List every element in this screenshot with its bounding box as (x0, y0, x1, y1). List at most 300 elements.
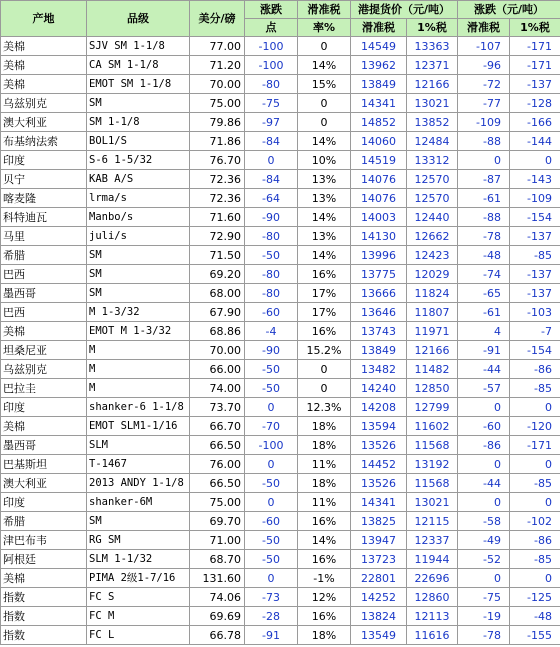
origin-cell: 坦桑尼亚 (1, 341, 87, 360)
change-sliding-cell: -75 (458, 588, 510, 607)
delivery-1pct-cell: 11482 (407, 360, 458, 379)
table-body (1, 37, 560, 645)
grade-cell: lrma/s (87, 189, 190, 208)
delivery-sliding-cell: 13996 (351, 246, 407, 265)
delivery-1pct-cell: 13021 (407, 493, 458, 512)
header-vat-bottom: 率% (298, 19, 351, 37)
price-cell: 75.00 (190, 493, 245, 512)
price-cell: 71.86 (190, 132, 245, 151)
table-row (1, 265, 560, 284)
change-points-cell: -100 (245, 56, 298, 75)
change-sliding-cell: -78 (458, 227, 510, 246)
vat-rate-cell: 0 (298, 379, 351, 398)
change-1pct-cell: -7 (510, 322, 560, 341)
delivery-1pct-cell: 12799 (407, 398, 458, 417)
delivery-sliding-cell: 13482 (351, 360, 407, 379)
origin-cell: 印度 (1, 151, 87, 170)
price-cell: 131.60 (190, 569, 245, 588)
table-row (1, 531, 560, 550)
origin-cell: 墨西哥 (1, 436, 87, 455)
price-cell: 70.00 (190, 75, 245, 94)
change-1pct-cell: -171 (510, 436, 560, 455)
change-sliding-cell: -109 (458, 113, 510, 132)
table-row (1, 56, 560, 75)
change-1pct-cell: 0 (510, 151, 560, 170)
origin-cell: 乌兹别克 (1, 94, 87, 113)
price-cell: 71.00 (190, 531, 245, 550)
delivery-1pct-cell: 12860 (407, 588, 458, 607)
price-cell: 70.00 (190, 341, 245, 360)
table-row (1, 37, 560, 56)
change-1pct-cell: -85 (510, 550, 560, 569)
change-points-cell: -97 (245, 113, 298, 132)
header-vat-top: 滑准税 (298, 1, 351, 19)
change-1pct-cell: 0 (510, 569, 560, 588)
grade-cell: M (87, 341, 190, 360)
vat-rate-cell: 14% (298, 208, 351, 227)
origin-cell: 指数 (1, 588, 87, 607)
grade-cell: PIMA 2级1-7/16 (87, 569, 190, 588)
origin-cell: 澳大利亚 (1, 474, 87, 493)
change-sliding-cell: -86 (458, 436, 510, 455)
change-1pct-cell: -120 (510, 417, 560, 436)
delivery-sliding-cell: 14240 (351, 379, 407, 398)
price-cell: 73.70 (190, 398, 245, 417)
change-sliding-cell: -88 (458, 132, 510, 151)
change-1pct-cell: -137 (510, 75, 560, 94)
header-grade: 品级 (87, 1, 190, 37)
origin-cell: 阿根廷 (1, 550, 87, 569)
delivery-sliding-cell: 14341 (351, 94, 407, 113)
delivery-sliding-cell: 13666 (351, 284, 407, 303)
delivery-1pct-cell: 22696 (407, 569, 458, 588)
change-points-cell: -60 (245, 303, 298, 322)
origin-cell: 美棉 (1, 37, 87, 56)
change-1pct-cell: -143 (510, 170, 560, 189)
grade-cell: RG SM (87, 531, 190, 550)
vat-rate-cell: 10% (298, 151, 351, 170)
change-points-cell: 0 (245, 398, 298, 417)
vat-rate-cell: 13% (298, 170, 351, 189)
delivery-1pct-cell: 11807 (407, 303, 458, 322)
change-sliding-cell: -44 (458, 474, 510, 493)
change-sliding-cell: 0 (458, 151, 510, 170)
change-1pct-cell: 0 (510, 455, 560, 474)
grade-cell: SLM 1-1/32 (87, 550, 190, 569)
origin-cell: 布基纳法索 (1, 132, 87, 151)
change-points-cell: -100 (245, 436, 298, 455)
change-1pct-cell: -102 (510, 512, 560, 531)
price-cell: 68.00 (190, 284, 245, 303)
price-cell: 76.00 (190, 455, 245, 474)
vat-rate-cell: 14% (298, 56, 351, 75)
delivery-1pct-cell: 11568 (407, 436, 458, 455)
grade-cell: M (87, 360, 190, 379)
delivery-sliding-cell: 14549 (351, 37, 407, 56)
delivery-sliding-cell: 13947 (351, 531, 407, 550)
price-cell: 74.00 (190, 379, 245, 398)
table-row (1, 493, 560, 512)
grade-cell: shanker-6 1-1/8 (87, 398, 190, 417)
table-row (1, 303, 560, 322)
change-1pct-cell: -128 (510, 94, 560, 113)
vat-rate-cell: 11% (298, 493, 351, 512)
table-row (1, 474, 560, 493)
origin-cell: 巴拉圭 (1, 379, 87, 398)
vat-rate-cell: 0 (298, 37, 351, 56)
vat-rate-cell: 17% (298, 284, 351, 303)
change-1pct-cell: -85 (510, 379, 560, 398)
change-1pct-cell: -137 (510, 227, 560, 246)
delivery-sliding-cell: 14852 (351, 113, 407, 132)
price-cell: 66.50 (190, 436, 245, 455)
delivery-1pct-cell: 12113 (407, 607, 458, 626)
vat-rate-cell: 13% (298, 189, 351, 208)
delivery-1pct-cell: 12570 (407, 170, 458, 189)
origin-cell: 印度 (1, 398, 87, 417)
delivery-sliding-cell: 13825 (351, 512, 407, 531)
delivery-1pct-cell: 13192 (407, 455, 458, 474)
header-delivery-group: 港提货价（元/吨） (351, 1, 458, 19)
grade-cell: EMOT M 1-3/32 (87, 322, 190, 341)
change-points-cell: -50 (245, 360, 298, 379)
change-1pct-cell: -125 (510, 588, 560, 607)
change-sliding-cell: -87 (458, 170, 510, 189)
origin-cell: 澳大利亚 (1, 113, 87, 132)
change-sliding-cell: -57 (458, 379, 510, 398)
grade-cell: shanker-6M (87, 493, 190, 512)
header-change-group: 涨跌（元/吨） (458, 1, 560, 19)
grade-cell: S-6 1-5/32 (87, 151, 190, 170)
origin-cell: 美棉 (1, 322, 87, 341)
delivery-1pct-cell: 13312 (407, 151, 458, 170)
change-sliding-cell: -96 (458, 56, 510, 75)
origin-cell: 墨西哥 (1, 284, 87, 303)
change-points-cell: -70 (245, 417, 298, 436)
vat-rate-cell: 16% (298, 607, 351, 626)
table-row (1, 398, 560, 417)
origin-cell: 巴西 (1, 265, 87, 284)
grade-cell: EMOT SM 1-1/8 (87, 75, 190, 94)
table-row (1, 455, 560, 474)
change-points-cell: -90 (245, 208, 298, 227)
change-points-cell: -84 (245, 132, 298, 151)
change-points-cell: -90 (245, 341, 298, 360)
change-points-cell: -50 (245, 531, 298, 550)
change-1pct-cell: -137 (510, 265, 560, 284)
vat-rate-cell: 12% (298, 588, 351, 607)
delivery-sliding-cell: 13743 (351, 322, 407, 341)
vat-rate-cell: 16% (298, 265, 351, 284)
vat-rate-cell: 18% (298, 436, 351, 455)
vat-rate-cell: 12.3% (298, 398, 351, 417)
change-1pct-cell: -171 (510, 56, 560, 75)
grade-cell: SM (87, 94, 190, 113)
delivery-sliding-cell: 22801 (351, 569, 407, 588)
change-sliding-cell: -91 (458, 341, 510, 360)
change-points-cell: -60 (245, 512, 298, 531)
grade-cell: FC L (87, 626, 190, 645)
table-row (1, 379, 560, 398)
change-points-cell: -80 (245, 227, 298, 246)
table-row (1, 132, 560, 151)
delivery-1pct-cell: 12337 (407, 531, 458, 550)
delivery-1pct-cell: 12570 (407, 189, 458, 208)
delivery-1pct-cell: 12166 (407, 75, 458, 94)
change-sliding-cell: -88 (458, 208, 510, 227)
vat-rate-cell: -1% (298, 569, 351, 588)
table-row (1, 151, 560, 170)
table-row (1, 360, 560, 379)
header-change-pts-top: 涨跌 (245, 1, 298, 19)
change-sliding-cell: -58 (458, 512, 510, 531)
origin-cell: 美棉 (1, 75, 87, 94)
change-sliding-cell: -77 (458, 94, 510, 113)
price-cell: 69.69 (190, 607, 245, 626)
price-cell: 72.90 (190, 227, 245, 246)
grade-cell: KAB A/S (87, 170, 190, 189)
origin-cell: 希腊 (1, 512, 87, 531)
change-1pct-cell: 0 (510, 493, 560, 512)
vat-rate-cell: 14% (298, 531, 351, 550)
price-cell: 68.70 (190, 550, 245, 569)
delivery-1pct-cell: 13021 (407, 94, 458, 113)
table-row (1, 227, 560, 246)
delivery-1pct-cell: 11971 (407, 322, 458, 341)
origin-cell: 印度 (1, 493, 87, 512)
delivery-sliding-cell: 13646 (351, 303, 407, 322)
change-points-cell: -100 (245, 37, 298, 56)
grade-cell: CA SM 1-1/8 (87, 56, 190, 75)
header-origin: 产地 (1, 1, 87, 37)
change-sliding-cell: -72 (458, 75, 510, 94)
change-sliding-cell: -61 (458, 189, 510, 208)
change-points-cell: 0 (245, 455, 298, 474)
table-row (1, 189, 560, 208)
change-points-cell: -50 (245, 474, 298, 493)
change-sliding-cell: 4 (458, 322, 510, 341)
table-row (1, 569, 560, 588)
header-change-sliding: 滑准税 (458, 19, 510, 37)
delivery-1pct-cell: 12029 (407, 265, 458, 284)
delivery-1pct-cell: 12423 (407, 246, 458, 265)
price-cell: 71.50 (190, 246, 245, 265)
delivery-1pct-cell: 12662 (407, 227, 458, 246)
change-points-cell: -64 (245, 189, 298, 208)
origin-cell: 希腊 (1, 246, 87, 265)
price-cell: 66.50 (190, 474, 245, 493)
vat-rate-cell: 15.2% (298, 341, 351, 360)
delivery-sliding-cell: 13723 (351, 550, 407, 569)
table-row (1, 550, 560, 569)
change-1pct-cell: -137 (510, 284, 560, 303)
delivery-sliding-cell: 13849 (351, 75, 407, 94)
table-row (1, 94, 560, 113)
price-cell: 77.00 (190, 37, 245, 56)
grade-cell: M 1-3/32 (87, 303, 190, 322)
delivery-1pct-cell: 12115 (407, 512, 458, 531)
vat-rate-cell: 0 (298, 113, 351, 132)
price-cell: 68.86 (190, 322, 245, 341)
change-1pct-cell: -103 (510, 303, 560, 322)
change-points-cell: -80 (245, 265, 298, 284)
delivery-1pct-cell: 11944 (407, 550, 458, 569)
delivery-sliding-cell: 13526 (351, 436, 407, 455)
table-row (1, 75, 560, 94)
delivery-sliding-cell: 14003 (351, 208, 407, 227)
change-sliding-cell: 0 (458, 569, 510, 588)
change-points-cell: -73 (245, 588, 298, 607)
price-cell: 75.00 (190, 94, 245, 113)
grade-cell: SM (87, 512, 190, 531)
change-points-cell: 0 (245, 151, 298, 170)
delivery-1pct-cell: 13363 (407, 37, 458, 56)
delivery-1pct-cell: 12166 (407, 341, 458, 360)
vat-rate-cell: 15% (298, 75, 351, 94)
header-change-1pct: 1%税 (510, 19, 560, 37)
origin-cell: 喀麦隆 (1, 189, 87, 208)
change-points-cell: 0 (245, 569, 298, 588)
change-points-cell: -91 (245, 626, 298, 645)
delivery-1pct-cell: 12371 (407, 56, 458, 75)
change-1pct-cell: -154 (510, 208, 560, 227)
change-sliding-cell: -60 (458, 417, 510, 436)
price-cell: 71.20 (190, 56, 245, 75)
change-1pct-cell: -48 (510, 607, 560, 626)
delivery-1pct-cell: 11616 (407, 626, 458, 645)
change-1pct-cell: -171 (510, 37, 560, 56)
change-sliding-cell: -78 (458, 626, 510, 645)
delivery-sliding-cell: 13594 (351, 417, 407, 436)
vat-rate-cell: 18% (298, 626, 351, 645)
grade-cell: SM (87, 246, 190, 265)
delivery-1pct-cell: 12484 (407, 132, 458, 151)
origin-cell: 马里 (1, 227, 87, 246)
vat-rate-cell: 17% (298, 303, 351, 322)
change-1pct-cell: -154 (510, 341, 560, 360)
table-row (1, 436, 560, 455)
origin-cell: 巴基斯坦 (1, 455, 87, 474)
origin-cell: 美棉 (1, 417, 87, 436)
change-sliding-cell: -65 (458, 284, 510, 303)
vat-rate-cell: 14% (298, 132, 351, 151)
delivery-sliding-cell: 13849 (351, 341, 407, 360)
price-cell: 71.60 (190, 208, 245, 227)
delivery-sliding-cell: 14060 (351, 132, 407, 151)
delivery-1pct-cell: 11602 (407, 417, 458, 436)
table-row (1, 341, 560, 360)
change-1pct-cell: -144 (510, 132, 560, 151)
header-change-pts-bottom: 点 (245, 19, 298, 37)
delivery-sliding-cell: 13824 (351, 607, 407, 626)
grade-cell: T-1467 (87, 455, 190, 474)
change-points-cell: -75 (245, 94, 298, 113)
table-row (1, 246, 560, 265)
origin-cell: 科特迪瓦 (1, 208, 87, 227)
change-points-cell: -84 (245, 170, 298, 189)
delivery-1pct-cell: 12440 (407, 208, 458, 227)
change-sliding-cell: 0 (458, 493, 510, 512)
delivery-sliding-cell: 14076 (351, 170, 407, 189)
delivery-1pct-cell: 13852 (407, 113, 458, 132)
delivery-sliding-cell: 14519 (351, 151, 407, 170)
change-points-cell: -50 (245, 379, 298, 398)
price-cell: 76.70 (190, 151, 245, 170)
change-sliding-cell: -44 (458, 360, 510, 379)
table-row (1, 284, 560, 303)
vat-rate-cell: 0 (298, 94, 351, 113)
price-cell: 69.70 (190, 512, 245, 531)
change-points-cell: -4 (245, 322, 298, 341)
delivery-1pct-cell: 12850 (407, 379, 458, 398)
table-row (1, 208, 560, 227)
origin-cell: 指数 (1, 607, 87, 626)
vat-rate-cell: 16% (298, 322, 351, 341)
change-1pct-cell: -85 (510, 474, 560, 493)
change-sliding-cell: 0 (458, 398, 510, 417)
change-sliding-cell: -52 (458, 550, 510, 569)
grade-cell: SJV SM 1-1/8 (87, 37, 190, 56)
table-row (1, 588, 560, 607)
header-delivery-1pct: 1%税 (407, 19, 458, 37)
header-usd-per-lb: 美分/磅 (190, 1, 245, 37)
delivery-sliding-cell: 13526 (351, 474, 407, 493)
delivery-sliding-cell: 14130 (351, 227, 407, 246)
grade-cell: BOL1/S (87, 132, 190, 151)
delivery-sliding-cell: 14208 (351, 398, 407, 417)
grade-cell: SM (87, 265, 190, 284)
origin-cell: 巴西 (1, 303, 87, 322)
grade-cell: SM (87, 284, 190, 303)
vat-rate-cell: 18% (298, 417, 351, 436)
grade-cell: M (87, 379, 190, 398)
change-sliding-cell: -49 (458, 531, 510, 550)
grade-cell: juli/s (87, 227, 190, 246)
delivery-sliding-cell: 13549 (351, 626, 407, 645)
origin-cell: 指数 (1, 626, 87, 645)
change-points-cell: -80 (245, 75, 298, 94)
vat-rate-cell: 18% (298, 474, 351, 493)
vat-rate-cell: 16% (298, 512, 351, 531)
price-cell: 66.70 (190, 417, 245, 436)
table-row (1, 417, 560, 436)
delivery-sliding-cell: 14252 (351, 588, 407, 607)
vat-rate-cell: 13% (298, 227, 351, 246)
origin-cell: 津巴布韦 (1, 531, 87, 550)
price-cell: 79.86 (190, 113, 245, 132)
delivery-sliding-cell: 14452 (351, 455, 407, 474)
change-1pct-cell: -109 (510, 189, 560, 208)
origin-cell: 美棉 (1, 56, 87, 75)
grade-cell: FC S (87, 588, 190, 607)
price-cell: 67.90 (190, 303, 245, 322)
vat-rate-cell: 14% (298, 246, 351, 265)
grade-cell: Manbo/s (87, 208, 190, 227)
vat-rate-cell: 16% (298, 550, 351, 569)
change-points-cell: -28 (245, 607, 298, 626)
change-points-cell: -80 (245, 284, 298, 303)
grade-cell: SM 1-1/8 (87, 113, 190, 132)
change-sliding-cell: -74 (458, 265, 510, 284)
table-row (1, 607, 560, 626)
price-cell: 72.36 (190, 189, 245, 208)
change-1pct-cell: -166 (510, 113, 560, 132)
change-points-cell: -50 (245, 550, 298, 569)
price-cell: 74.06 (190, 588, 245, 607)
price-cell: 66.78 (190, 626, 245, 645)
change-sliding-cell: -61 (458, 303, 510, 322)
change-sliding-cell: -107 (458, 37, 510, 56)
